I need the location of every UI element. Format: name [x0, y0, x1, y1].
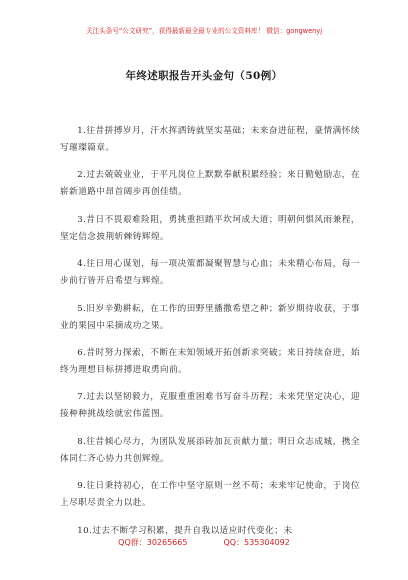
document-title: 年终述职报告开头金句（50例） — [125, 70, 283, 82]
paragraph-9: 9.往日秉持初心，在工作中坚守原则一丝不苟；未来牢记使命，于岗位上尽职尽责全力以赴。 — [60, 481, 360, 509]
paragraph-2: 2.过去兢兢业业，于平凡岗位上默默奉献积累经验；来日勤勉励志，在崭新道路中昂首阔步再创佳绩。 — [60, 170, 360, 198]
paragraph-4: 4.往日用心谋划，每一项决策都凝聚智慧与心血；未来精心布局，每一步前行皆开启希望与辉煌。 — [60, 259, 360, 287]
paragraph-8: 8.往昔倾心尽力，为团队发展添砖加瓦贡献力量；明日众志成城，携全体同仁齐心协力共创辉煌。 — [60, 436, 360, 464]
paragraph-3: 3.昔日不畏艰难险阻，勇挑重担踏平坎坷成大道；明朝何惧风雨兼程，坚定信念披荆斩棘铸辉煌。 — [60, 214, 360, 242]
paragraph-6: 6.昔时努力探索，不断在未知领域开拓创新求突破；来日持续奋进，始终为理想目标拼搏进取勇向前。 — [60, 347, 360, 375]
paragraph-1: 1.往昔拼搏岁月，汗水挥洒铸就坚实基础；未来奋进征程，豪情满怀续写璀璨篇章。 — [60, 126, 360, 153]
qq-group-number: QQ群：30265665 — [118, 538, 188, 547]
promo-header: 关注头条号“公文研究”，获得最新最全最专业的公文资料库！ 微信：gongwenyj — [85, 27, 323, 35]
paragraph-10: 10.过去不断学习积累，提升自我以适应时代变化；未 — [77, 525, 293, 536]
paragraph-7: 7.过去以坚韧毅力，克服重重困难书写奋斗历程；未来凭坚定决心，迎接种种挑战绘就宏伟蓝图。 — [60, 392, 360, 420]
contact-footer — [0, 537, 408, 548]
document-body — [60, 123, 360, 550]
qq-number: QQ：535304092 — [223, 538, 290, 547]
paragraph-5: 5.旧岁辛勤耕耘，在工作的田野里播撒希望之种；新岁期待收获，于事业的果园中采摘成功之果。 — [60, 303, 360, 331]
